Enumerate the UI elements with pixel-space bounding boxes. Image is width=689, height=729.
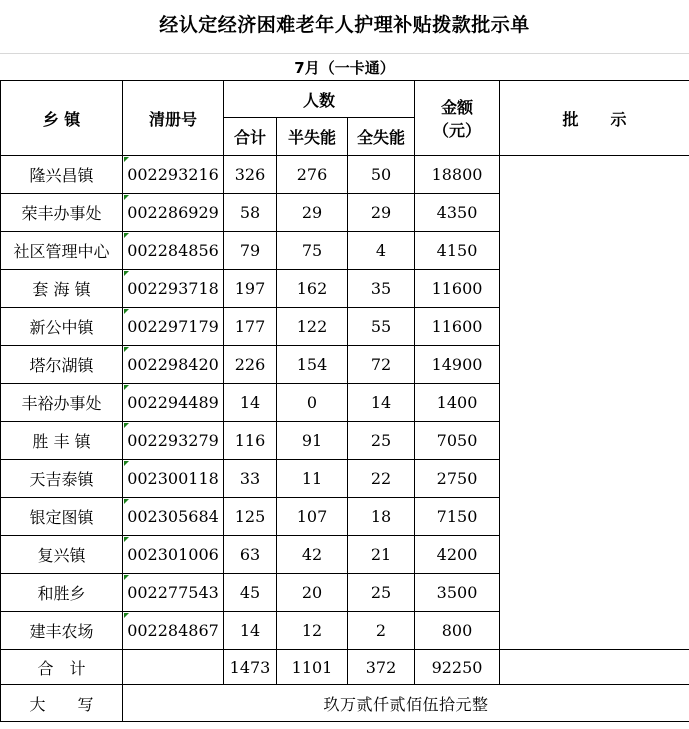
header-register: 清册号 — [123, 81, 224, 156]
totals-row — [1, 650, 689, 685]
totals-label: 合 计 — [1, 650, 123, 685]
town-cell: 社区管理中心 — [1, 232, 123, 270]
title-divider — [0, 53, 689, 54]
amount-cell: 800 — [415, 612, 500, 650]
register-cell: 002300118 — [123, 460, 224, 498]
amount-cell: 4150 — [415, 232, 500, 270]
amount-cell: 7150 — [415, 498, 500, 536]
half-cell: 154 — [277, 346, 348, 384]
total-cell: 58 — [224, 194, 277, 232]
half-cell: 42 — [277, 536, 348, 574]
document-title: 经认定经济困难老年人护理补贴拨款批示单 — [159, 14, 530, 36]
total-cell: 14 — [224, 612, 277, 650]
total-cell: 45 — [224, 574, 277, 612]
total-cell: 226 — [224, 346, 277, 384]
amount-cell: 3500 — [415, 574, 500, 612]
total-cell: 125 — [224, 498, 277, 536]
header-amount-line2: （元） — [433, 121, 482, 140]
half-cell: 91 — [277, 422, 348, 460]
full-cell: 21 — [348, 536, 415, 574]
amount-cell: 18800 — [415, 156, 500, 194]
header-row-1 — [1, 81, 689, 118]
town-cell: 荣丰办事处 — [1, 194, 123, 232]
total-cell: 116 — [224, 422, 277, 460]
allocation-table — [0, 80, 689, 722]
total-cell: 326 — [224, 156, 277, 194]
header-half: 半失能 — [277, 118, 348, 156]
register-cell: 002301006 — [123, 536, 224, 574]
header-amount — [415, 81, 500, 156]
full-cell: 50 — [348, 156, 415, 194]
totals-register-cell — [123, 650, 224, 685]
half-cell: 29 — [277, 194, 348, 232]
amount-cell: 2750 — [415, 460, 500, 498]
half-cell: 20 — [277, 574, 348, 612]
total-cell: 79 — [224, 232, 277, 270]
full-cell: 29 — [348, 194, 415, 232]
amount-cell: 14900 — [415, 346, 500, 384]
half-cell: 162 — [277, 270, 348, 308]
full-cell: 25 — [348, 574, 415, 612]
amount-cell: 7050 — [415, 422, 500, 460]
half-cell: 276 — [277, 156, 348, 194]
register-cell: 002294489 — [123, 384, 224, 422]
full-cell: 72 — [348, 346, 415, 384]
amount-cell: 4200 — [415, 536, 500, 574]
table-row — [1, 156, 689, 194]
full-cell: 2 — [348, 612, 415, 650]
totals-full: 372 — [348, 650, 415, 685]
half-cell: 11 — [277, 460, 348, 498]
register-cell: 002305684 — [123, 498, 224, 536]
amount-cell: 4350 — [415, 194, 500, 232]
full-cell: 18 — [348, 498, 415, 536]
total-cell: 33 — [224, 460, 277, 498]
register-cell: 002293718 — [123, 270, 224, 308]
town-cell: 新公中镇 — [1, 308, 123, 346]
town-cell: 隆兴昌镇 — [1, 156, 123, 194]
approval-area-bottom — [500, 650, 689, 685]
town-cell: 套 海 镇 — [1, 270, 123, 308]
half-cell: 122 — [277, 308, 348, 346]
uppercase-label: 大 写 — [1, 685, 123, 722]
header-total: 合计 — [224, 118, 277, 156]
register-cell: 002284856 — [123, 232, 224, 270]
approval-area — [500, 156, 689, 650]
total-cell: 177 — [224, 308, 277, 346]
register-cell: 002293216 — [123, 156, 224, 194]
half-cell: 75 — [277, 232, 348, 270]
town-cell: 丰裕办事处 — [1, 384, 123, 422]
full-cell: 55 — [348, 308, 415, 346]
header-amount-line1: 金额 — [441, 98, 474, 117]
totals-amount: 92250 — [415, 650, 500, 685]
register-cell: 002297179 — [123, 308, 224, 346]
header-approval: 批 示 — [500, 81, 689, 156]
header-town: 乡 镇 — [1, 81, 123, 156]
uppercase-amount: 玖万贰仟贰佰伍拾元整 — [123, 685, 689, 722]
amount-cell: 1400 — [415, 384, 500, 422]
uppercase-row — [1, 685, 689, 722]
town-cell: 和胜乡 — [1, 574, 123, 612]
town-cell: 天吉泰镇 — [1, 460, 123, 498]
town-cell: 胜 丰 镇 — [1, 422, 123, 460]
total-cell: 197 — [224, 270, 277, 308]
totals-total: 1473 — [224, 650, 277, 685]
full-cell: 25 — [348, 422, 415, 460]
register-cell: 002284867 — [123, 612, 224, 650]
register-cell: 002298420 — [123, 346, 224, 384]
full-cell: 4 — [348, 232, 415, 270]
half-cell: 12 — [277, 612, 348, 650]
register-cell: 002277543 — [123, 574, 224, 612]
town-cell: 复兴镇 — [1, 536, 123, 574]
header-people: 人数 — [224, 81, 415, 118]
totals-half: 1101 — [277, 650, 348, 685]
register-cell: 002293279 — [123, 422, 224, 460]
amount-cell: 11600 — [415, 270, 500, 308]
half-cell: 107 — [277, 498, 348, 536]
total-cell: 63 — [224, 536, 277, 574]
full-cell: 35 — [348, 270, 415, 308]
full-cell: 14 — [348, 384, 415, 422]
town-cell: 银定图镇 — [1, 498, 123, 536]
document-subtitle: 7月（一卡通） — [294, 59, 395, 77]
full-cell: 22 — [348, 460, 415, 498]
town-cell: 建丰农场 — [1, 612, 123, 650]
header-full: 全失能 — [348, 118, 415, 156]
town-cell: 塔尔湖镇 — [1, 346, 123, 384]
total-cell: 14 — [224, 384, 277, 422]
half-cell: 0 — [277, 384, 348, 422]
register-cell: 002286929 — [123, 194, 224, 232]
amount-cell: 11600 — [415, 308, 500, 346]
